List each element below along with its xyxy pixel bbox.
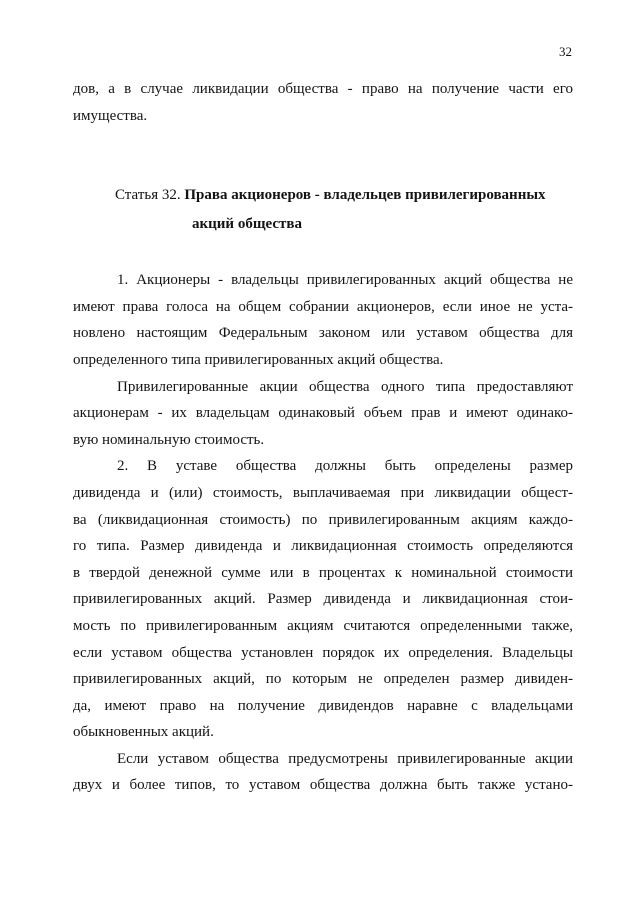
text-line: имеют права голоса на общем собрании акционеров, если иное не уста- [73,298,573,315]
text-line: го типа. Размер дивиденда и ликвидационная стоимость определяются [73,538,573,555]
article-heading [115,181,573,239]
paragraph-2 [73,374,573,454]
text-line: мость по привилегированным акциям считаются определенными также, [73,617,573,634]
article-title-continued: акций общества [192,216,302,233]
text-line: обыкновенных акций. [73,724,214,741]
article-label: Статья 32. [115,187,181,204]
paragraph-1 [73,267,573,373]
text-line: новлено настоящим Федеральным законом или уставом общества для [73,325,573,342]
text-line: акционерам - их владельцам одинаковый объем прав и имеют одинако- [73,405,573,422]
intro-paragraph [73,76,573,129]
page-number: 32 [559,44,572,59]
text-line: имущества. [73,107,148,124]
article-title: Права акционеров - владельцев привилегированных [184,187,546,204]
text-line: да, имеют право на получение дивидендов наравне с владельцами [73,697,573,714]
document-body [73,76,573,799]
text-line: вую номинальную стоимость. [73,431,265,448]
text-line: если уставом общества установлен порядок их определения. Владельцы [73,644,573,661]
paragraph-4 [73,746,573,799]
text-line: привилегированных акций, по которым не определен размер дивиден- [73,671,573,688]
text-line: дов, а в случае ликвидации общества - право на получение части его [73,81,573,97]
text-line: дивиденда и (или) стоимость, выплачиваемая при ликвидации общест- [73,484,573,501]
text-line: 2. В уставе общества должны быть определены размер [117,458,573,475]
text-line: Если уставом общества предусмотрены привилегированные акции [117,750,573,767]
text-line: ва (ликвидационная стоимость) по привилегированным акциям каждо- [73,511,573,528]
text-line: 1. Акционеры - владельцы привилегированных акций общества не [117,272,573,289]
text-line: в твердой денежной сумме или в процентах к номинальной стоимости [73,564,573,581]
text-line: определенного типа привилегированных акций общества. [73,351,444,368]
text-line: двух и более типов, то уставом общества должна быть также устано- [73,777,573,794]
text-line: привилегированных акций. Размер дивиденда и ликвидационная стои- [73,591,573,608]
paragraph-3 [73,453,573,746]
text-line: Привилегированные акции общества одного типа предоставляют [117,378,573,395]
